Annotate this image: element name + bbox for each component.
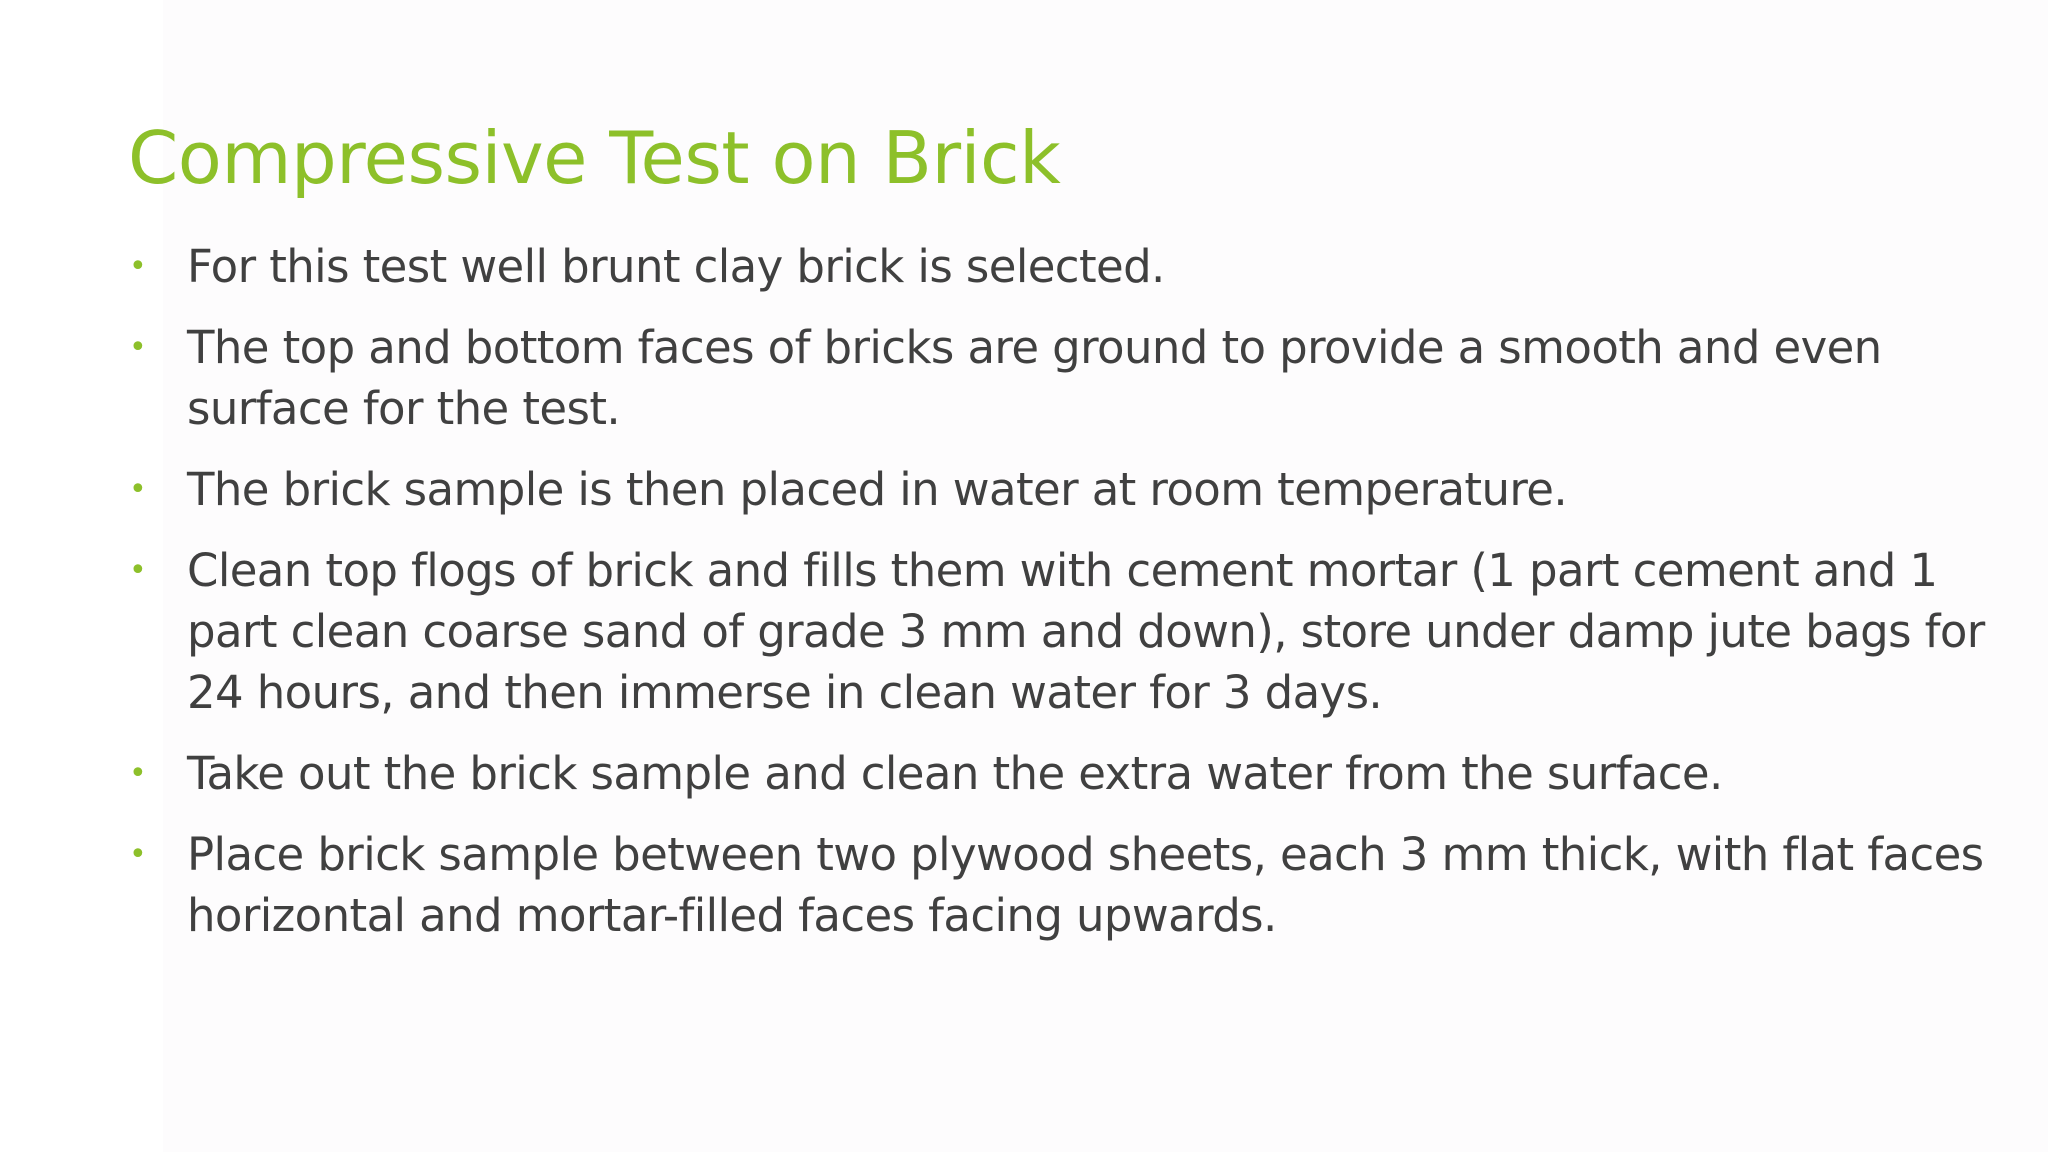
bullet-text: Take out the brick sample and clean the extra water from the surface. [187,747,1723,800]
bullet-text: The brick sample is then placed in water at room temperature. [187,463,1568,516]
bullet-list [128,236,2018,966]
bullet-item [128,743,2018,804]
bullet-item [128,540,2018,723]
bullet-text: Clean top flogs of brick and fills them with cement mortar (1 part cement and 1 part clean coarse sand of grade 3 mm and down), store under damp jute bags for 24 hours, and then immerse in clean water for 3 days. [187,544,1985,719]
bullet-dot-icon: • [129,756,147,791]
bullet-text: The top and bottom faces of bricks are ground to provide a smooth and even surface for the test. [187,321,1882,435]
bullet-item [128,824,2018,946]
bullet-item [128,459,2018,520]
bullet-dot-icon: • [129,249,147,284]
bullet-text: Place brick sample between two plywood sheets, each 3 mm thick, with flat faces horizontal and mortar-filled faces facing upwards. [187,828,1984,942]
bullet-dot-icon: • [129,472,147,507]
bullet-item [128,317,2018,439]
bullet-item [128,236,2018,297]
bullet-dot-icon: • [129,837,147,872]
bullet-text: For this test well brunt clay brick is selected. [187,240,1165,293]
slide-title: Compressive Test on Brick [128,116,1061,200]
bullet-dot-icon: • [129,330,147,365]
bullet-dot-icon: • [129,553,147,588]
